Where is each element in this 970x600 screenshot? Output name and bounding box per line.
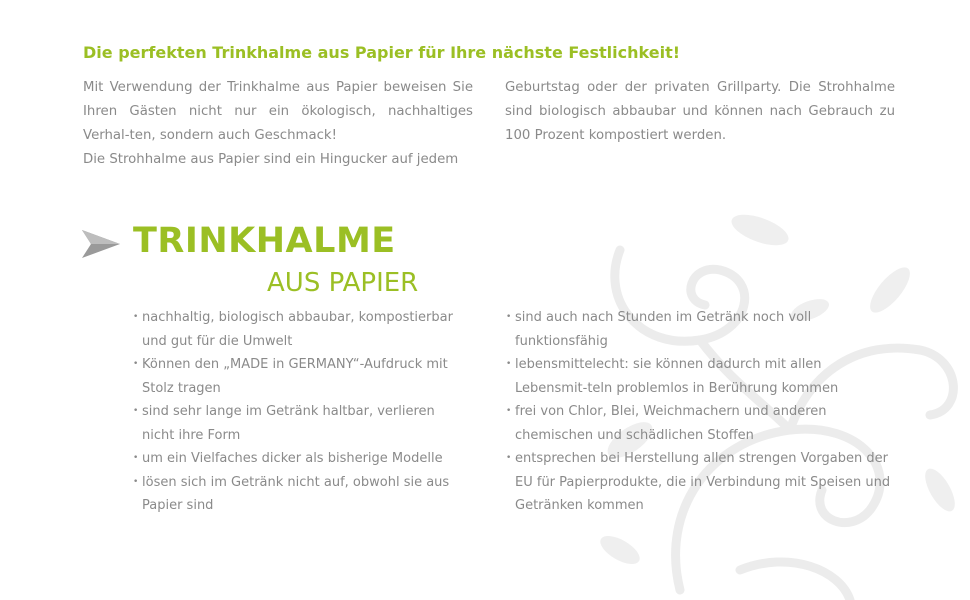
paper-plane-arrow-icon — [82, 227, 120, 261]
intro-paragraph: Mit Verwendung der Trinkhalme aus Papier beweisen Sie Ihren Gästen nicht nur ein ökologisch, nachhaltiges Verhal-ten, sondern auch Geschmack! — [83, 80, 473, 143]
feature-list-right — [506, 306, 896, 518]
list-item: • frei von Chlor, Blei, Weichmachern und anderen chemischen und schädlichen Stoffen — [506, 400, 896, 447]
list-item: • entsprechen bei Herstellung allen strengen Vorgaben der EU für Papierprodukte, die in Verbindung mit Speisen und Getränken kommen — [506, 447, 896, 518]
section-subtitle: AUS PAPIER — [267, 268, 419, 298]
list-item: • Können den „MADE in GERMANY“-Aufdruck mit Stolz tragen — [133, 353, 463, 400]
intro-text-left — [83, 76, 473, 172]
section-title: TRINKHALME — [133, 221, 396, 261]
intro-paragraph: Die Strohhalme aus Papier sind ein Hingucker auf jedem — [83, 152, 459, 167]
list-item: • um ein Vielfaches dicker als bisherige Modelle — [133, 447, 463, 471]
list-item: • nachhaltig, biologisch abbaubar, kompostierbar und gut für die Umwelt — [133, 306, 463, 353]
intro-paragraph: Geburtstag oder der privaten Grillparty. Die Strohhalme sind biologisch abbaubar und können nach Gebrauch zu 100 Prozent kompostiert werden. — [505, 80, 895, 143]
list-item: • sind sehr lange im Getränk haltbar, verlieren nicht ihre Form — [133, 400, 463, 447]
list-item: • lebensmittelecht: sie können dadurch mit allen Lebensmit-teln problemlos in Berührung kommen — [506, 353, 896, 400]
list-item: • lösen sich im Getränk nicht auf, obwohl sie aus Papier sind — [133, 471, 463, 518]
list-item: • sind auch nach Stunden im Getränk noch voll funktionsfähig — [506, 306, 896, 353]
intro-heading: Die perfekten Trinkhalme aus Papier für Ihre nächste Festlichkeit! — [83, 43, 681, 62]
feature-list-left — [133, 306, 463, 518]
intro-text-right — [505, 76, 895, 148]
